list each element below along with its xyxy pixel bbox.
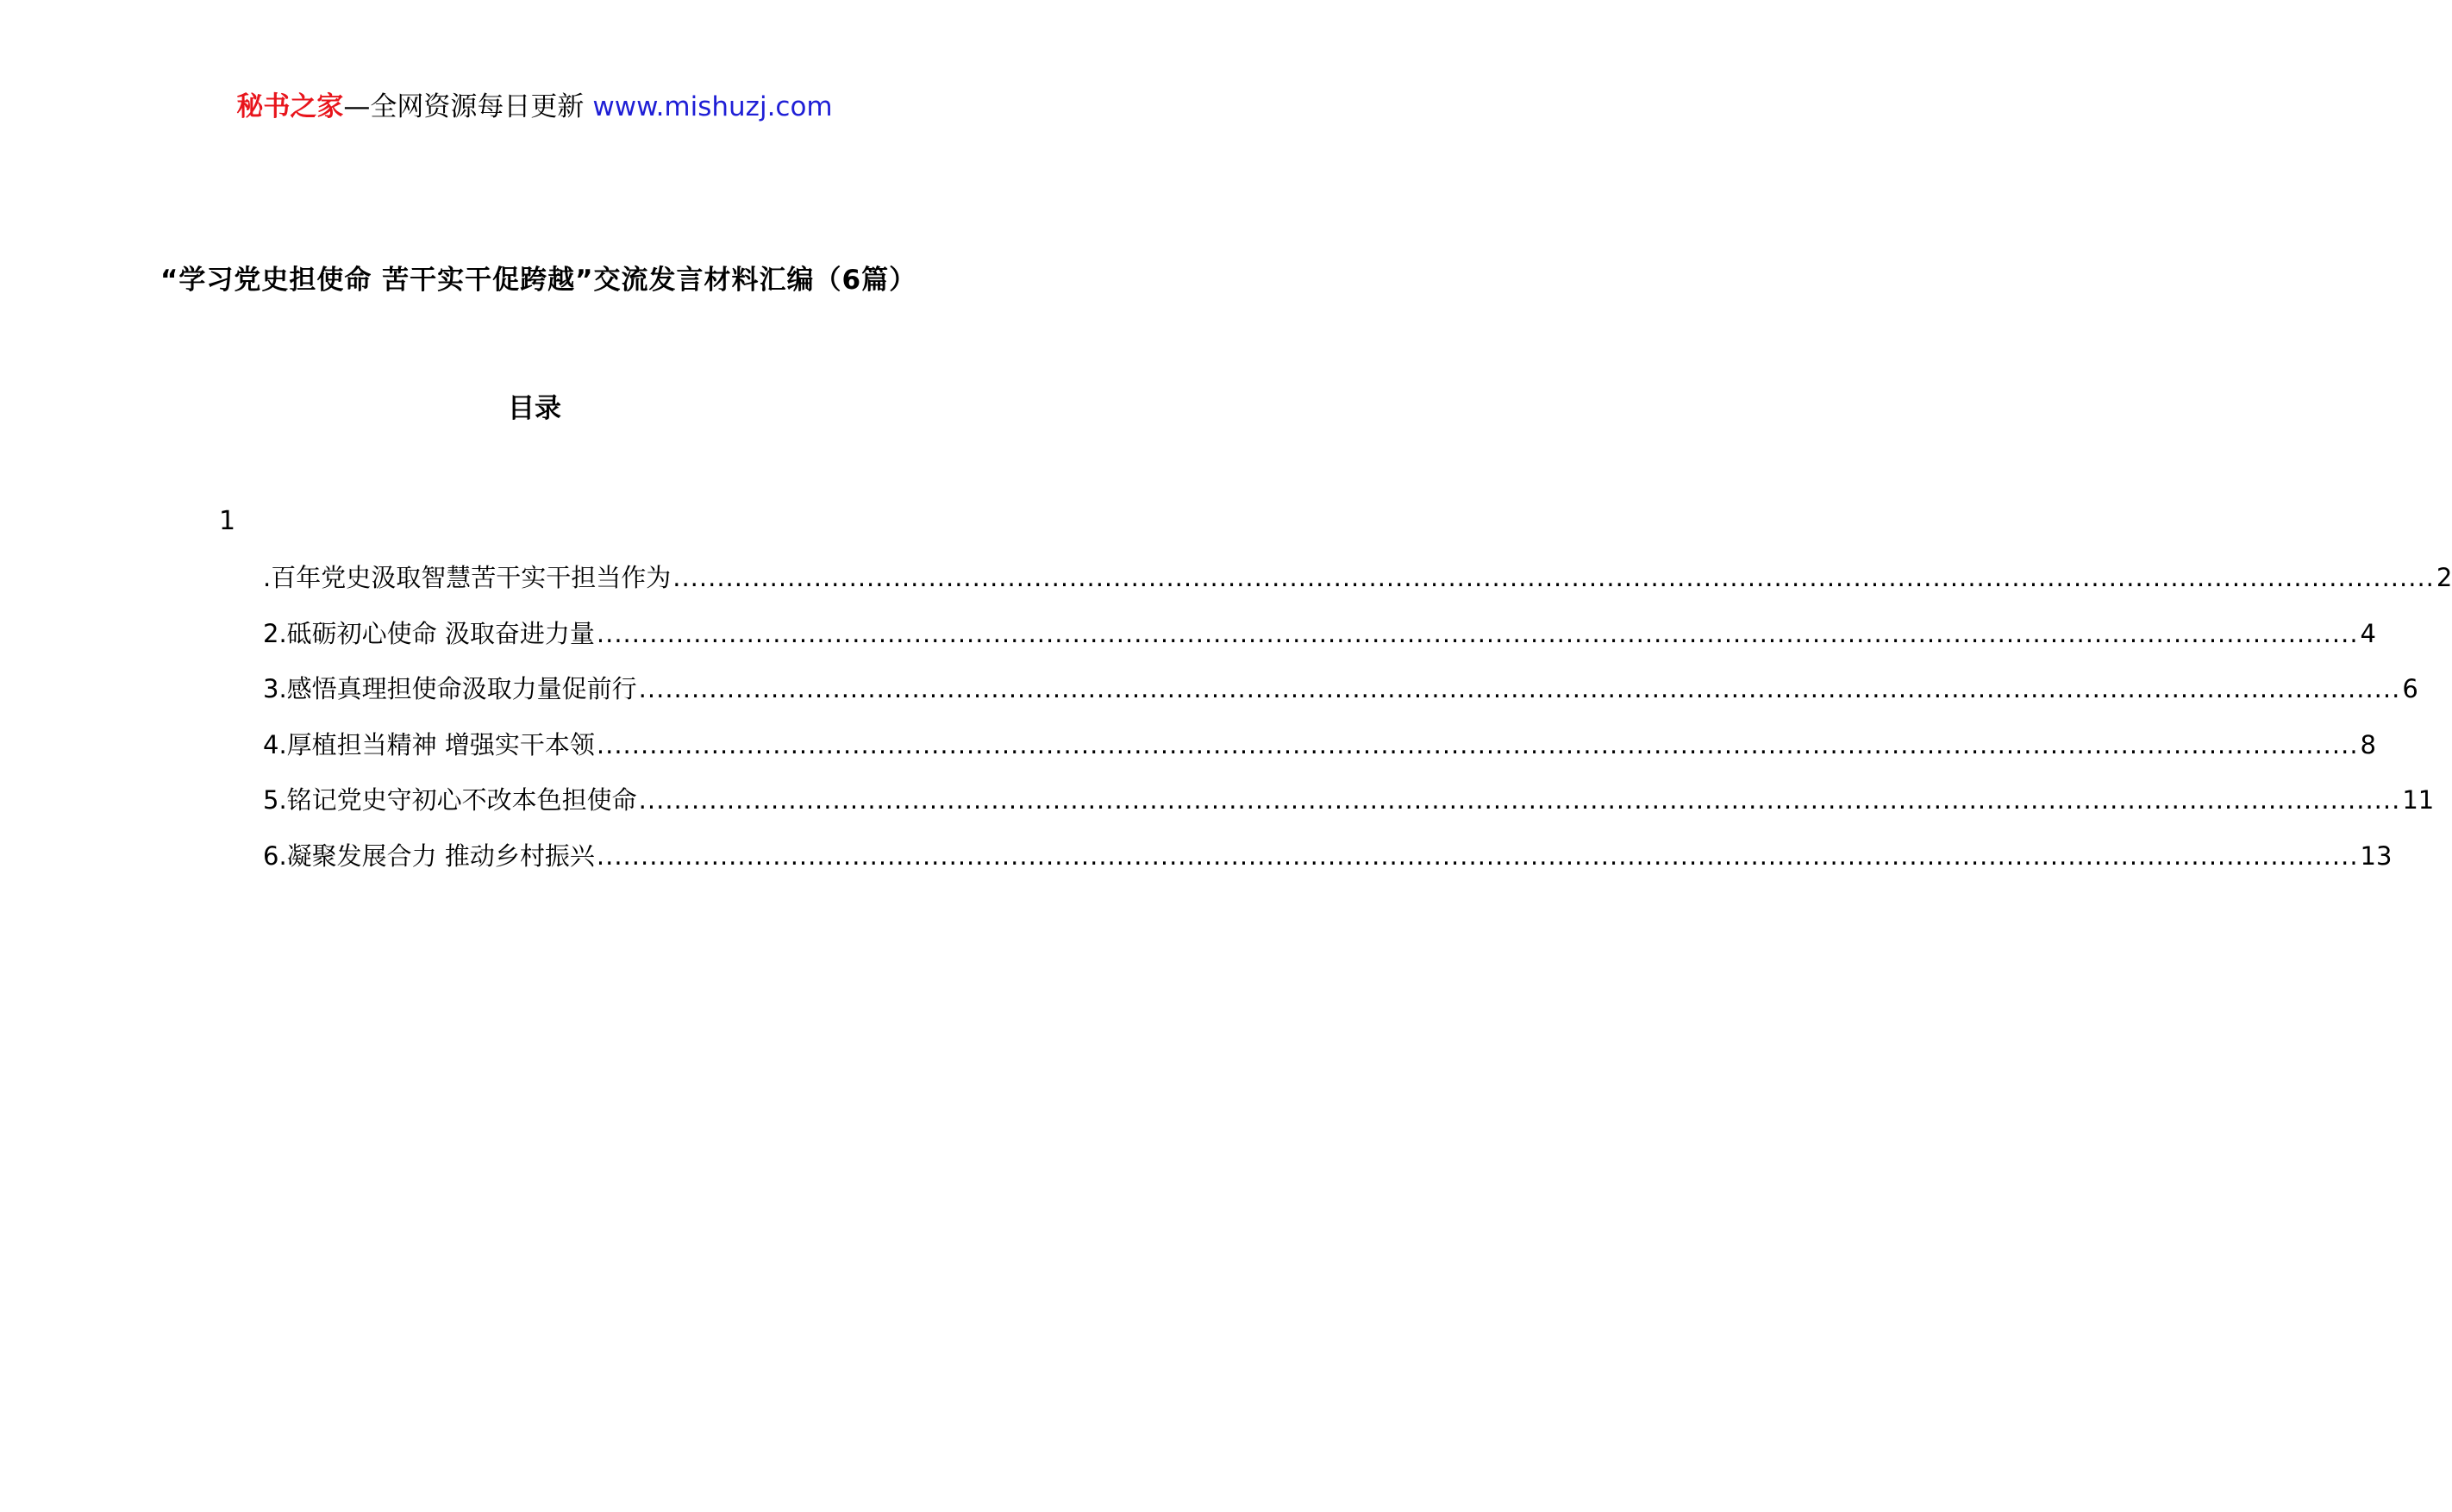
- header-slogan: —全网资源每日更新: [343, 91, 585, 122]
- toc-item[interactable]: [263, 670, 2418, 726]
- toc-item-title: 4.厚植担当精神 增强实干本领: [263, 729, 595, 759]
- toc-item-page: 4: [2360, 618, 2376, 648]
- toc-item-page: 2: [2436, 563, 2452, 592]
- brand-name: 秘书之家: [236, 91, 344, 122]
- toc-leader-dots: ........................................................................................................................................................................................................: [596, 729, 2359, 759]
- site-header: [0, 86, 1069, 128]
- toc-item[interactable]: [263, 559, 2452, 615]
- toc-leader-dots: ........................................................................................................................................................................................................: [638, 674, 2401, 703]
- toc-item-title: 5.铭记党史守初心不改本色担使命: [263, 785, 637, 815]
- toc-list: [263, 559, 2452, 892]
- toc-item[interactable]: [263, 781, 2435, 837]
- toc-item[interactable]: [263, 837, 2393, 893]
- toc-number: 1: [219, 506, 236, 536]
- toc-item-page: 13: [2360, 840, 2393, 871]
- document-title: “学习党史担使命 苦干实干促跨越”交流发言材料汇编（6篇）: [160, 265, 917, 296]
- toc-heading: 目录: [508, 393, 561, 424]
- toc-item-title: 6.凝聚发展合力 推动乡村振兴: [263, 840, 595, 871]
- toc-item[interactable]: [263, 615, 2376, 671]
- toc-item-page: 8: [2360, 729, 2376, 759]
- toc-leader-dots: ........................................................................................................................................................................................................: [672, 563, 2435, 592]
- toc-leader-dots: ........................................................................................................................................................................................................: [638, 785, 2401, 815]
- toc-item-title: 3.感悟真理担使命汲取力量促前行: [263, 674, 637, 703]
- toc-item-page: 6: [2402, 674, 2418, 703]
- toc-item-page: 11: [2402, 785, 2435, 815]
- toc-item-title: 2.砥砺初心使命 汲取奋进力量: [263, 618, 595, 648]
- toc-leader-dots: ........................................................................................................................................................................................................: [596, 618, 2359, 648]
- toc-item[interactable]: [263, 726, 2376, 782]
- toc-leader-dots: ........................................................................................................................................................................................................: [596, 840, 2359, 871]
- toc-item-title: .百年党史汲取智慧苦干实干担当作为: [263, 563, 672, 592]
- site-url-link[interactable]: www.mishuzj.com: [592, 91, 833, 122]
